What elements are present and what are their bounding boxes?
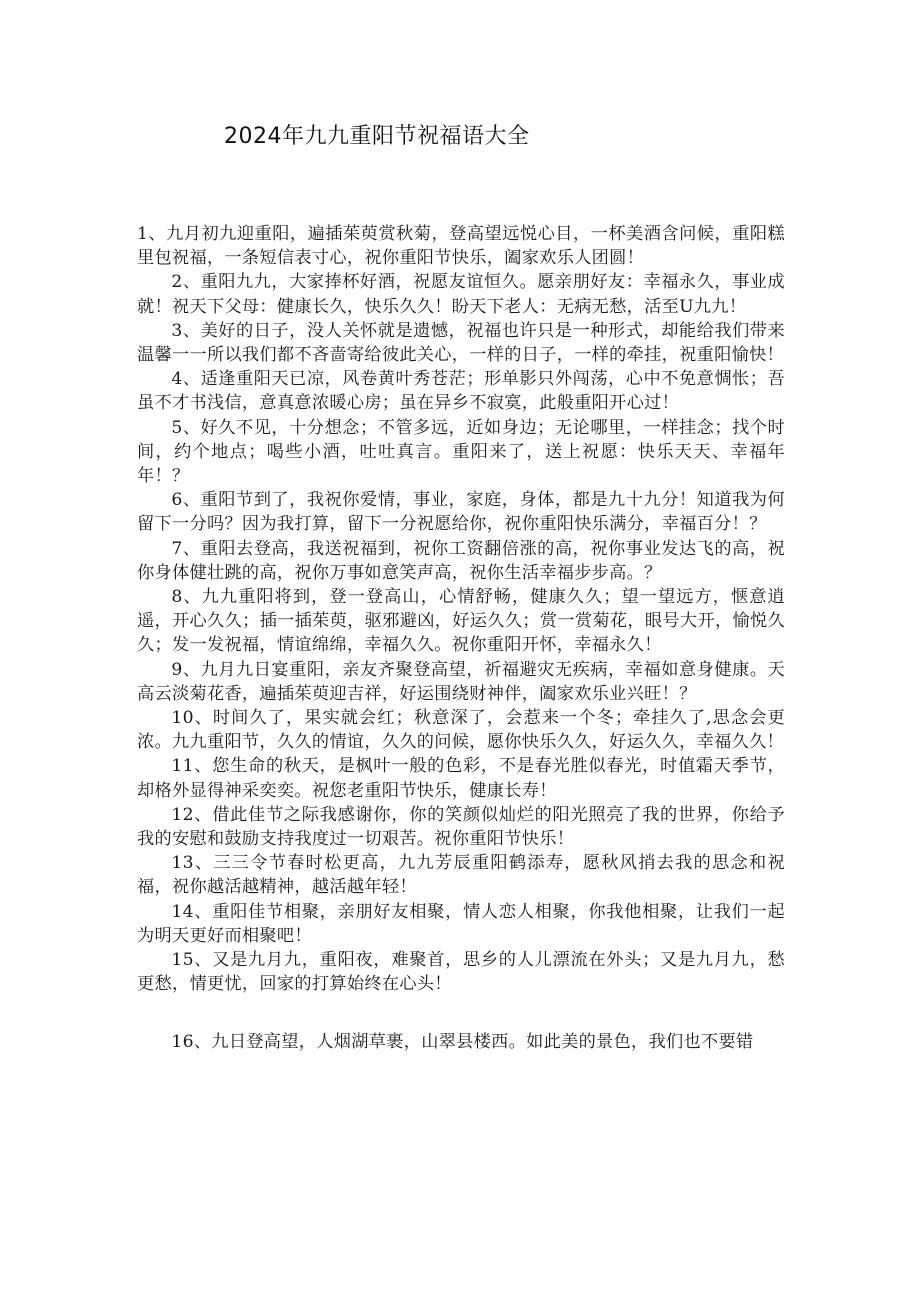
paragraph-2: 2、重阳九九，大家捧杯好酒，祝愿友谊恒久。愿亲朋好友：幸福永久，事业成就！祝天下父母：健康长久，快乐久久！盼天下老人：无病无愁，活至U九九！: [137, 272, 785, 317]
paragraph-12: 12、借此佳节之际我感谢你，你的笑颜似灿烂的阳光照亮了我的世界，你给予我的安慰和鼓励支持我度过一切艰苦。祝你重阳节快乐！: [137, 804, 785, 850]
paragraph-8: 8、九九重阳将到，登一登高山，心情舒畅，健康久久；望一望远方，惬意逍遥，开心久久；插一插茱萸，驱邪避凶，好运久久；赏一赏菊花，眼号大开，愉悦久久；发一发祝福，情谊绵绵，幸福久久。祝你重阳开怀，幸福永久！: [137, 587, 785, 656]
paragraph-11: 11、您生命的秋天，是枫叶一般的色彩，不是春光胜似春光，时值霜天季节，却格外显得神采奕奕。祝您老重阳节快乐，健康长寿！: [137, 756, 785, 801]
paragraph-16: 16、九日登高望，人烟湖草裹，山翠县楼西。如此美的景色，我们也不要错: [171, 1031, 754, 1052]
document-title: 2024年九九重阳节祝福语大全: [224, 124, 530, 149]
paragraph-15: 15、又是九月九，重阳夜，难聚首，思乡的人儿漂流在外头；又是九月九，愁更愁，情更忧，回家的打算始终在心头！: [137, 950, 785, 995]
paragraph-10: 10、时间久了，果实就会红；秋意深了，会惹来一个冬；牵挂久了,思念会更浓。九九重阳节，久久的情谊，久久的问候，愿你快乐久久，好运久久，幸福久久！: [137, 708, 785, 753]
paragraph-9: 9、九月九日宴重阳，亲友齐聚登高望，祈福避灾无疾病，幸福如意身健康。天高云淡菊花香，遍插茱萸迎吉祥，好运围绕财神伴，阖家欢乐业兴旺！？: [137, 659, 785, 704]
paragraph-4: 4、适逢重阳天已凉，风卷黄叶秀苍茫；形单影只外闯荡，心中不免意惆怅；吾虽不才书浅信，意真意浓暖心房；虽在异乡不寂寞，此般重阳开心过！: [137, 369, 785, 414]
paragraph-3: 3、美好的日子，没人关怀就是遗憾，祝福也许只是一种形式，却能给我们带来温馨一一所以我们都不吝啬寄给彼此关心，一样的日子，一样的牵挂，祝重阳愉快！: [137, 320, 785, 366]
paragraph-14: 14、重阳佳节相聚，亲朋好友相聚，情人恋人相聚，你我他相聚，让我们一起为明天更好而相聚吧！: [137, 901, 785, 946]
paragraph-6: 6、重阳节到了，我祝你爱情，事业，家庭，身体，都是九十九分！知道我为何留下一分吗？因为我打算，留下一分祝愿给你，祝你重阳快乐满分，幸福百分！？: [137, 490, 785, 535]
paragraph-7: 7、重阳去登高，我送祝福到，祝你工资翻倍涨的高，祝你事业发达飞的高，祝你身体健壮跳的高，祝你万事如意笑声高，祝你生活幸福步步高。？: [137, 538, 785, 583]
document-body: [137, 222, 785, 1054]
paragraph-13: 13、三三令节春时松更高，九九芳辰重阳鹤添寿，愿秋风捎去我的思念和祝福，祝你越活越精神，越活越年轻！: [137, 853, 785, 898]
paragraph-1: 1、九月初九迎重阳，遍插茱萸赏秋菊，登高望远悦心目，一杯美酒含问候，重阳糕里包祝福，一条短信表寸心，祝你重阳节快乐，阖家欢乐人团圆！: [137, 224, 785, 269]
paragraph-5: 5、好久不见，十分想念；不管多远，近如身边；无论哪里，一样挂念；找个时间，约个地点；喝些小酒，吐吐真言。重阳来了，送上祝愿：快乐天天、幸福年年！？: [137, 417, 785, 487]
